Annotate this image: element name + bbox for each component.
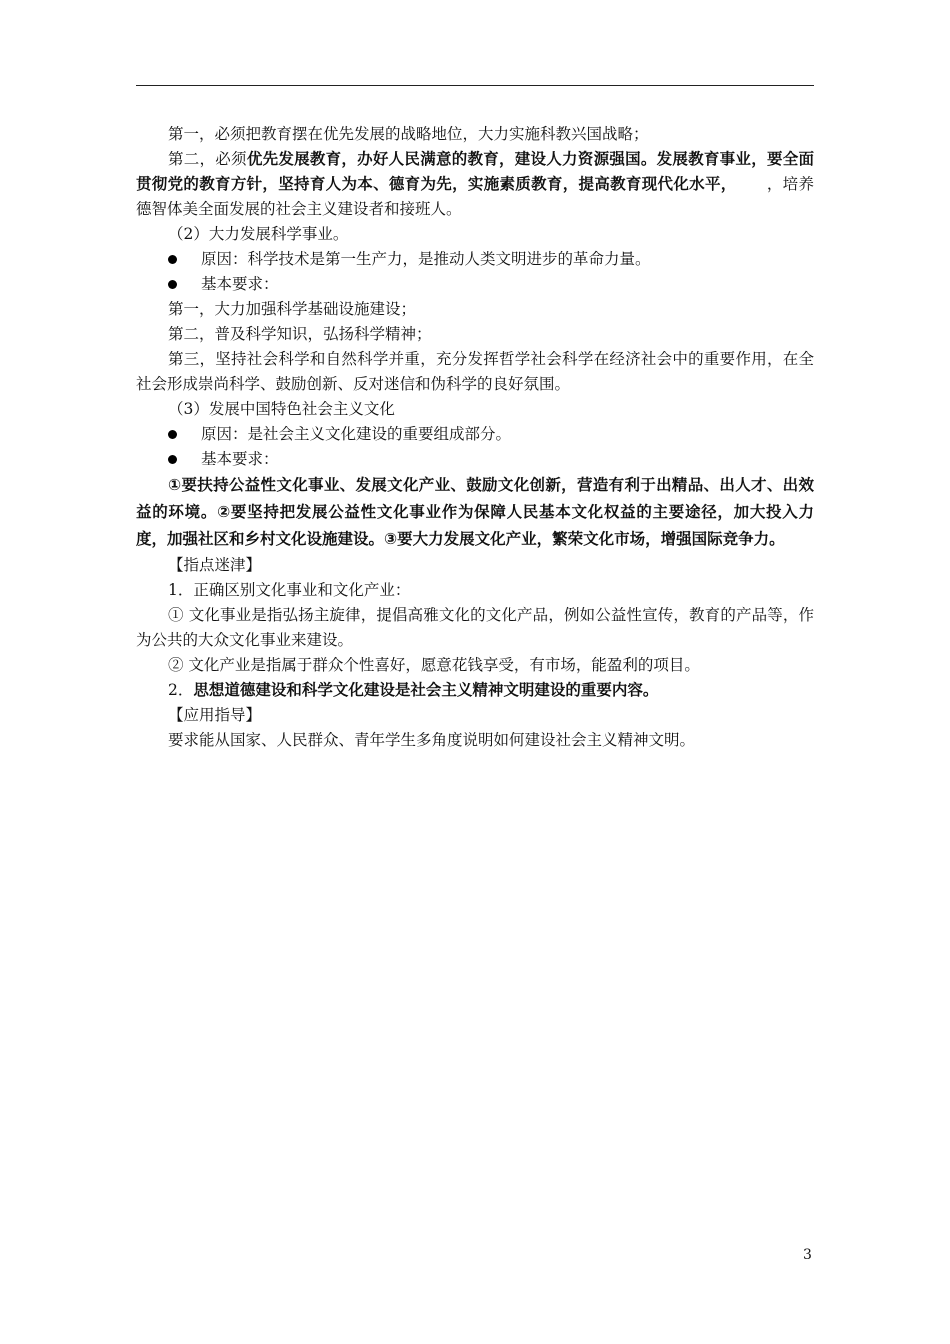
science-heading: （2）大力发展科学事业。 — [168, 225, 349, 243]
education-req-2-suffix: ，培养德智体美全面发展的社会主义建设者和接班人。 — [136, 175, 814, 218]
bullet-icon — [168, 280, 177, 289]
bullet-icon — [168, 455, 177, 464]
science-req-3: 第三，坚持社会科学和自然科学并重，充分发挥哲学社会科学在经济社会中的重要作用，在全社会形成崇尚科学、鼓励创新、反对迷信和伪科学的良好氛围。 — [136, 350, 814, 393]
culture-heading: （3）发展中国特色社会主义文化 — [168, 400, 395, 418]
application-text: 要求能从国家、人民群众、青年学生多角度说明如何建设社会主义精神文明。 — [168, 731, 696, 749]
document-body — [136, 122, 814, 753]
guidance-heading: 【指点迷津】 — [168, 556, 262, 574]
guidance-point-2-bold: 思想道德建设和科学文化建设是社会主义精神文明建设的重要内容。 — [193, 681, 659, 699]
guidance-point-2 — [136, 678, 814, 703]
bullet-icon — [168, 255, 177, 264]
culture-reason: 原因：是社会主义文化建设的重要组成部分。 — [201, 425, 512, 443]
guidance-point-1a: ① 文化事业是指弘扬主旋律，提倡高雅文化的文化产品，例如公益性宣传，教育的产品等，作为公共的大众文化事业来建设。 — [136, 606, 814, 649]
culture-basic-req-label: 基本要求： — [201, 450, 279, 468]
education-req-2-prefix: 第二，必须 — [168, 150, 247, 168]
bullet-icon — [168, 430, 177, 439]
culture-basic-req-item — [136, 447, 814, 472]
application-heading: 【应用指导】 — [168, 706, 262, 724]
science-basic-req-item — [136, 272, 814, 297]
science-req-2: 第二，普及科学知识，弘扬科学精神； — [168, 325, 432, 343]
guidance-point-1: 1．正确区别文化事业和文化产业： — [168, 581, 411, 599]
science-req-1: 第一，大力加强科学基础设施建设； — [168, 300, 417, 318]
education-req-2-bold: 优先发展教育，办好人民满意的教育，建设人力资源强国。发展教育事业，要全面贯彻党的教育方针，坚持育人为本、德育为先，实施素质教育，提高教育现代化水平， — [136, 150, 814, 193]
science-reason-item — [136, 247, 814, 272]
education-req-1: 第一，必须把教育摆在优先发展的战略地位，大力实施科教兴国战略； — [168, 125, 649, 143]
science-basic-req-label: 基本要求： — [201, 275, 279, 293]
culture-reason-item — [136, 422, 814, 447]
science-reason: 原因：科学技术是第一生产力，是推动人类文明进步的革命力量。 — [201, 250, 651, 268]
education-req-2 — [136, 147, 814, 222]
guidance-point-2-prefix: 2． — [168, 681, 194, 699]
header-rule — [136, 85, 814, 86]
page-number: 3 — [803, 1247, 812, 1263]
guidance-point-1b: ② 文化产业是指属于群众个性喜好，愿意花钱享受，有市场，能盈利的项目。 — [168, 656, 700, 674]
culture-requirements: ①要扶持公益性文化事业、发展文化产业、鼓励文化创新，营造有利于出精品、出人才、出效益的环境。②要坚持把发展公益性文化事业作为保障人民基本文化权益的主要途径，加大投入力度，加强社区和乡村文化设施建设。③要大力发展文化产业，繁荣文化市场，增强国际竞争力。 — [136, 476, 814, 548]
